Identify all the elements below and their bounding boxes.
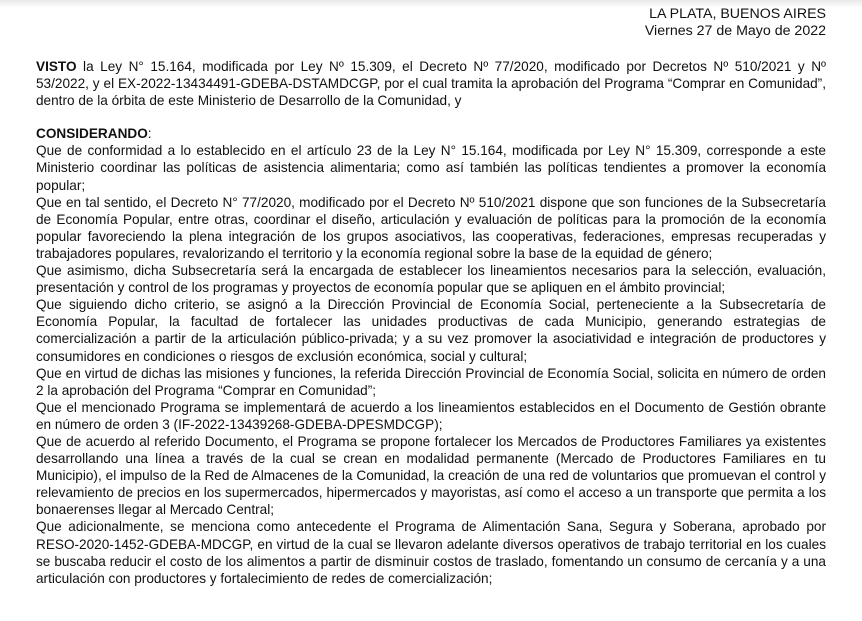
considerando-paragraph: Que el mencionado Programa se implementará de acuerdo a los lineamientos establecidos en el Documento de Gestión obrante en número de orden 3 (IF-2022-13439268-GDEBA-DPESMDCGP);: [36, 399, 826, 432]
considerando-paragraph: Que de acuerdo al referido Documento, el Programa se propone fortalecer los Mercados de Productores Familiares ya existentes desarrollando una línea a través de la cual se crean en modalidad permanente (Mercado de Productores Familiares en tu Municipio), el impulso de la Red de Almacenes de la Comunidad, la creación de una red de voluntarios que promuevan el control y relevamiento de precios en los supermercados, hipermercados y mayoristas, así como el acceso a un transporte que permita a los bonaerenses llegar al Mercado Central;: [36, 433, 826, 518]
considerando-paragraph: Que en virtud de dichas las misiones y funciones, la referida Dirección Provincial de Economía Social, solicita en número de orden 2 la aprobación del Programa “Comprar en Comunidad”;: [36, 365, 826, 398]
header-place: LA PLATA, BUENOS AIRES: [649, 6, 826, 22]
header-date: Viernes 27 de Mayo de 2022: [644, 23, 826, 39]
considerando-colon: :: [147, 126, 152, 142]
document-header: [645, 6, 826, 40]
document-body: [36, 58, 826, 587]
visto-text: la Ley N° 15.164, modificada por Ley Nº 15.309, el Decreto Nº 77/2020, modificado por Decretos Nº 510/2021 y Nº 53/2022, y el EX-2022-13434491-GDEBA-DSTAMDCGP, por el cual tramita la aprobación del Programa “Comprar en Comunidad”, dentro de la órbita de este Ministerio de Desarrollo de la Comunidad, y: [36, 59, 826, 109]
visto-paragraph: [36, 58, 826, 109]
considerando-heading: [36, 125, 826, 142]
considerando-keyword: CONSIDERANDO: [36, 126, 148, 142]
considerando-paragraph: Que de conformidad a lo establecido en el artículo 23 de la Ley N° 15.164, modificada por Ley N° 15.309, corresponde a este Ministerio coordinar las políticas de asistencia alimentaria; como así también las políticas tendientes a promover la economía popular;: [36, 143, 826, 193]
considerando-paragraph: Que adicionalmente, se menciona como antecedente el Programa de Alimentación Sana, Segura y Soberana, aprobado por RESO-2020-1452-GDEBA-MDCGP, en virtud de la cual se llevaron adelante diversos operativos de trabajo territorial en los cuales se buscaba reducir el costo de los alimentos a partir de disminuir costos de traslado, fomentando un consumo de cercanía y a una articulación con productores y fortalecimiento de redes de comercialización;: [36, 519, 826, 586]
considerando-paragraph: Que asimismo, dicha Subsecretaría será la encargada de establecer los lineamientos necesarios para la selección, evaluación, presentación y control de los programas y proyectos de economía popular que se apliquen en el ámbito provincial;: [36, 263, 826, 296]
considerando-paragraph: Que en tal sentido, el Decreto N° 77/2020, modificado por el Decreto Nº 510/2021 dispone que son funciones de la Subsecretaría de Economía Popular, entre otras, coordinar el diseño, articulación y evaluación de políticas para la promoción de la economía popular favoreciendo la plena integración de los grupos asociativos, las cooperativas, federaciones, empresas recuperadas y trabajadores populares, revalorizando el territorio y la economía regional sobre la base de la equidad de género;: [36, 194, 826, 261]
considerando-paragraph: Que siguiendo dicho criterio, se asignó a la Dirección Provincial de Economía Social, perteneciente a la Subsecretaría de Economía Popular, la facultad de fortalecer las unidades productivas de cada Municipio, generando estrategias de comercialización a partir de la articulación público-privada; y a su vez promover la asociatividad e integración de productores y consumidores en condiciones o riesgos de exclusión económica, social y cultural;: [36, 297, 826, 364]
visto-keyword: VISTO: [36, 59, 77, 74]
